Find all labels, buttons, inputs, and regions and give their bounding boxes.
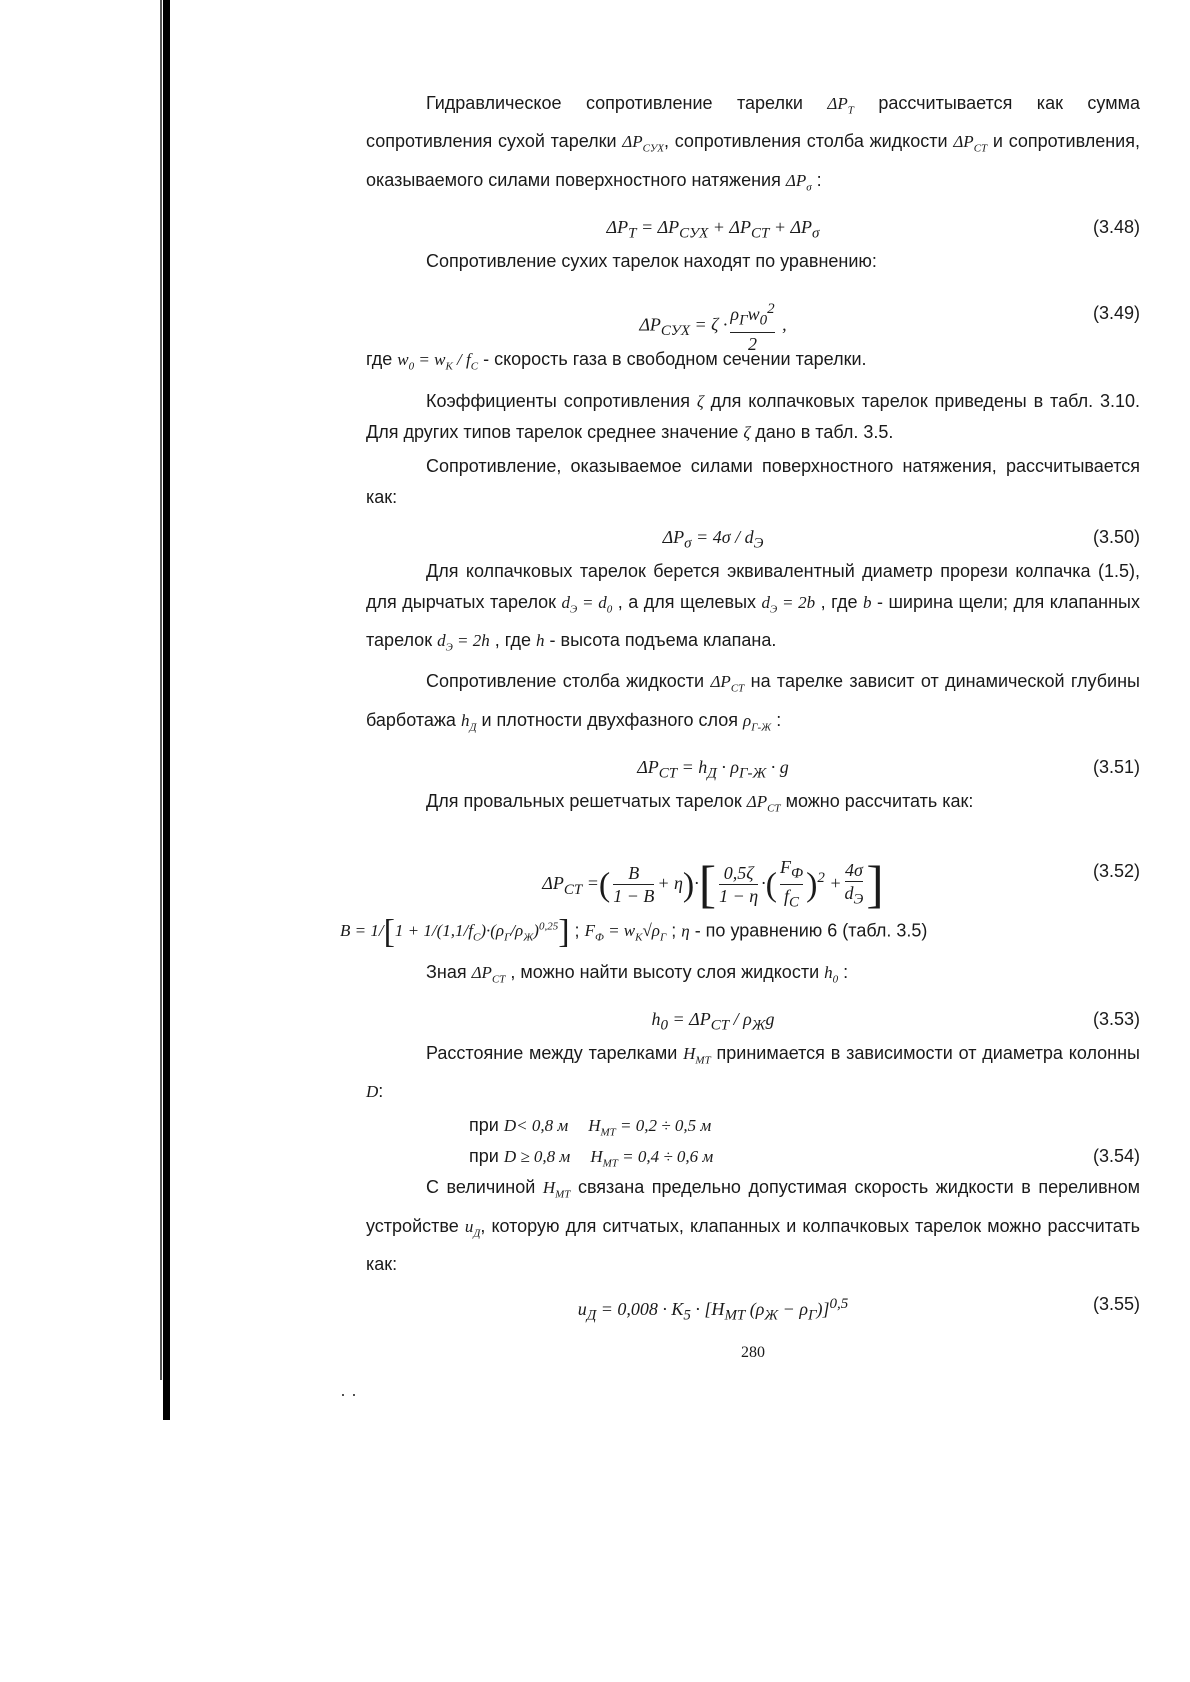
paragraph-2: Сопротивление сухих тарелок находят по уравнению: bbox=[426, 251, 877, 272]
paragraph-3: где $w_0 = w_K / f_C$ - скорость газа в свободном сечении тарелки. bbox=[366, 349, 867, 373]
scan-stray-mark: · · bbox=[340, 1384, 357, 1404]
paragraph-11: Расстояние между тарелками $H_{МТ}$ принимается в зависимости от диаметра колонны D: bbox=[366, 1042, 1140, 1102]
equation-expr: $\Delta P_Т = \Delta P_{СУХ} + \Delta P_{СТ} + \Delta P_\sigma$ bbox=[606, 217, 820, 242]
condition-row-2: при D ≥ 0,8 м $H_{МТ} = 0,4 \div 0,6$ м (3.54) bbox=[366, 1141, 1140, 1172]
paragraph-5: Сопротивление, оказываемое силами поверхностного натяжения, рассчитывается как: bbox=[366, 455, 1140, 507]
equation-expr: $\Delta P_\sigma = 4\sigma / d_Э$ bbox=[662, 526, 764, 552]
equation-3-55 bbox=[366, 1283, 1140, 1323]
paragraph-12: С величиной $H_{МТ}$ связана предельно допустимая скорость жидкости в переливном устройстве $u_Д$, которую для ситчатых, клапанных и колпачковых тарелок можно рассчитать как: bbox=[366, 1177, 1141, 1275]
equation-number: (3.54) bbox=[1092, 1146, 1140, 1167]
equation-number: (3.49) bbox=[1092, 303, 1140, 324]
paragraph-7: Сопротивление столба жидкости $\Delta P_{СТ}$ на тарелке зависит от динамической глубины барботажа $h_Д$ и плотности двухфазного слоя $\rho_{Г-Ж}$ : bbox=[366, 671, 1140, 734]
equation-number: (3.55) bbox=[1092, 1294, 1140, 1315]
scan-binding-edge-thin bbox=[160, 0, 162, 1380]
equation-expr: $\Delta P_{СТ} = h_Д \cdot \rho_{Г-Ж} \cdot g$ bbox=[637, 757, 789, 782]
page-number: 280 bbox=[741, 1344, 765, 1362]
paragraph-1: Гидравлическое сопротивление тарелки $\Delta P_Т$ рассчитывается как сумма сопротивления сухой тарелки $\Delta P_{СУХ}$, сопротивления столба жидкости $\Delta P_{СТ}$ и сопротивления, оказываемого силами поверхностного натяжения $\Delta P_\sigma$ : bbox=[366, 93, 1140, 194]
equation-number: (3.53) bbox=[1092, 1008, 1140, 1029]
equation-3-51 bbox=[366, 746, 1140, 786]
document-page bbox=[340, 88, 1141, 1368]
equation-3-52 bbox=[366, 828, 1140, 912]
equation-expr: $u_Д = 0,008 \cdot K_5 \cdot [H_{МТ}$ $(\rho_Ж - \rho_Г)]^{0,5}$ bbox=[577, 1296, 849, 1324]
paragraph-8: Для провальных решетчатых тарелок $\Delta P_{СТ}$ можно рассчитать как: bbox=[426, 791, 974, 815]
equation-number: (3.52) bbox=[1092, 860, 1140, 881]
equation-expr: $h_0 = \Delta P_{СТ} / \rho_Жg$ bbox=[651, 1008, 775, 1034]
equation-3-50 bbox=[366, 516, 1140, 556]
equation-number: (3.51) bbox=[1092, 757, 1140, 778]
scan-binding-edge bbox=[163, 0, 170, 1420]
equation-3-53 bbox=[366, 998, 1140, 1038]
paragraph-10: Зная $\Delta P_{СТ}$ , можно найти высоту слоя жидкости $h_0$ : bbox=[426, 961, 849, 985]
equation-expr: $\Delta P_{СТ}$ =( $\frac{B}{1 - B}$ + η)·[ $\frac{0,5\zeta}{1 - \eta}$ ·( $\frac{F_Ф}{f_C}$ )$^2$ + $\frac{4\sigma}{d_Э}$ ] bbox=[542, 856, 884, 914]
equation-number: (3.50) bbox=[1092, 526, 1140, 547]
equation-number: (3.48) bbox=[1092, 217, 1140, 238]
condition-row-1: при D< 0,8 м $H_{МТ} = 0,2 \div 0,5$ м bbox=[469, 1115, 712, 1139]
equation-expr: $\Delta P_{СУХ} = \zeta$ · $\frac{\rho_Гw_0^2}{2}$ , bbox=[639, 301, 787, 354]
paragraph-9: $B = 1/[1 + 1/(1,1/f_C)\cdot(\rho_Г/\rho_Ж)^{0,25}]$ ; $F_Ф = w_K√\rho_Г$ ; η - по уравнению 6 (табл. 3.5) bbox=[340, 913, 928, 951]
paragraph-6: Для колпачковых тарелок берется эквивалентный диаметр прорези колпачка (1.5), для дырчатых тарелок $d_Э = d_0$ , а для щелевых $d_Э = 2b$ , где b - ширина щели; для клапанных тарелок $d_Э = 2h$ , где h - высота подъема клапана. bbox=[366, 560, 1140, 654]
paragraph-4: Коэффициенты сопротивления ζ для колпачковых тарелок приведены в табл. 3.10. Для других типов тарелок среднее значение ζ дано в табл. 3.5. bbox=[366, 390, 1140, 442]
equation-3-48 bbox=[366, 206, 1140, 246]
equation-3-49 bbox=[366, 280, 1140, 354]
